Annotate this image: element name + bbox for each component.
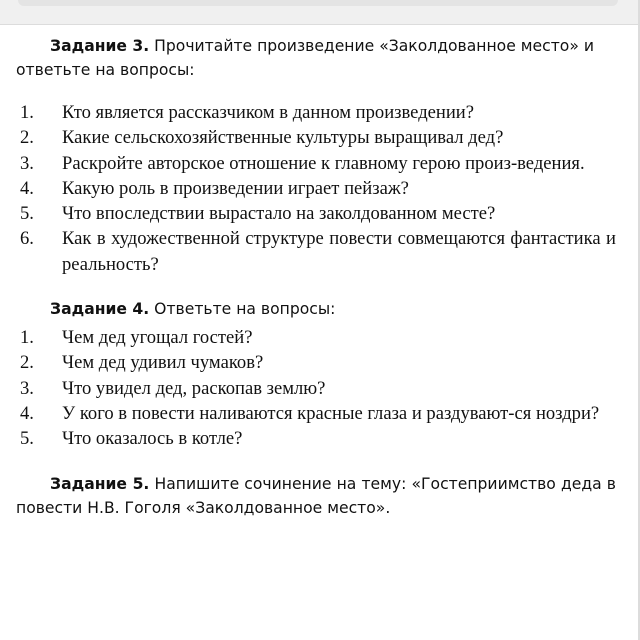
question-text: Какую роль в произведении играет пейзаж? (62, 177, 409, 199)
question-number: 2. (20, 127, 34, 149)
question-text: Что впоследствии вырастало на заколдованном месте? (62, 203, 496, 225)
document-page (16, 34, 616, 520)
list-item (16, 226, 616, 277)
question-number: 5. (20, 428, 34, 450)
list-item (16, 350, 616, 375)
question-number: 3. (20, 152, 34, 174)
top-bar-inner (18, 0, 618, 6)
list-item (16, 325, 616, 350)
task-4-questions (16, 325, 616, 451)
question-text: Как в художественной структуре повести совмещаются фантастика и реальность? (62, 228, 616, 275)
task-3-label: Задание 3. (50, 37, 150, 55)
question-text: Что увидел дед, раскопав землю? (62, 377, 326, 399)
list-item (16, 401, 616, 426)
question-number: 1. (20, 102, 34, 123)
question-number: 2. (20, 352, 34, 374)
top-bar (0, 0, 640, 25)
question-text: Чем дед удивил чумаков? (62, 352, 264, 374)
question-number: 3. (20, 377, 34, 399)
task-3-heading (16, 34, 616, 82)
list-item (16, 151, 616, 176)
task-4-text: Ответьте на вопросы: (154, 300, 336, 319)
list-item (16, 376, 616, 401)
list-item (16, 176, 616, 201)
question-number: 5. (20, 203, 34, 225)
question-number: 4. (20, 402, 34, 424)
list-item (16, 125, 616, 150)
task-5-label: Задание 5. (50, 474, 150, 493)
task-5-heading (16, 472, 616, 520)
question-text: Раскройте авторское отношение к главному герою произ-ведения. (62, 152, 585, 174)
question-text: Что оказалось в котле? (62, 428, 243, 450)
task-3-text: Прочитайте произведение «Заколдованное место» и ответьте на вопросы: (16, 37, 594, 79)
question-number: 6. (20, 228, 34, 250)
list-item (16, 100, 616, 125)
question-text: У кого в повести наливаются красные глаза и раздувают-ся ноздри? (62, 402, 600, 424)
question-number: 1. (20, 327, 34, 349)
question-text: Какие сельскохозяйственные культуры выращивал дед? (62, 127, 504, 149)
task-4-label: Задание 4. (50, 300, 150, 319)
question-text: Чем дед угощал гостей? (62, 327, 253, 349)
list-item (16, 201, 616, 226)
task-5-text: Напишите сочинение на тему: «Гостеприимство деда в повести Н.В. Гоголя «Заколдованное место». (16, 474, 616, 517)
question-number: 4. (20, 177, 34, 199)
task-3-questions (16, 100, 616, 277)
list-item (16, 426, 616, 451)
task-4-heading (16, 297, 616, 321)
question-text: Кто является рассказчиком в данном произведении? (62, 102, 475, 123)
